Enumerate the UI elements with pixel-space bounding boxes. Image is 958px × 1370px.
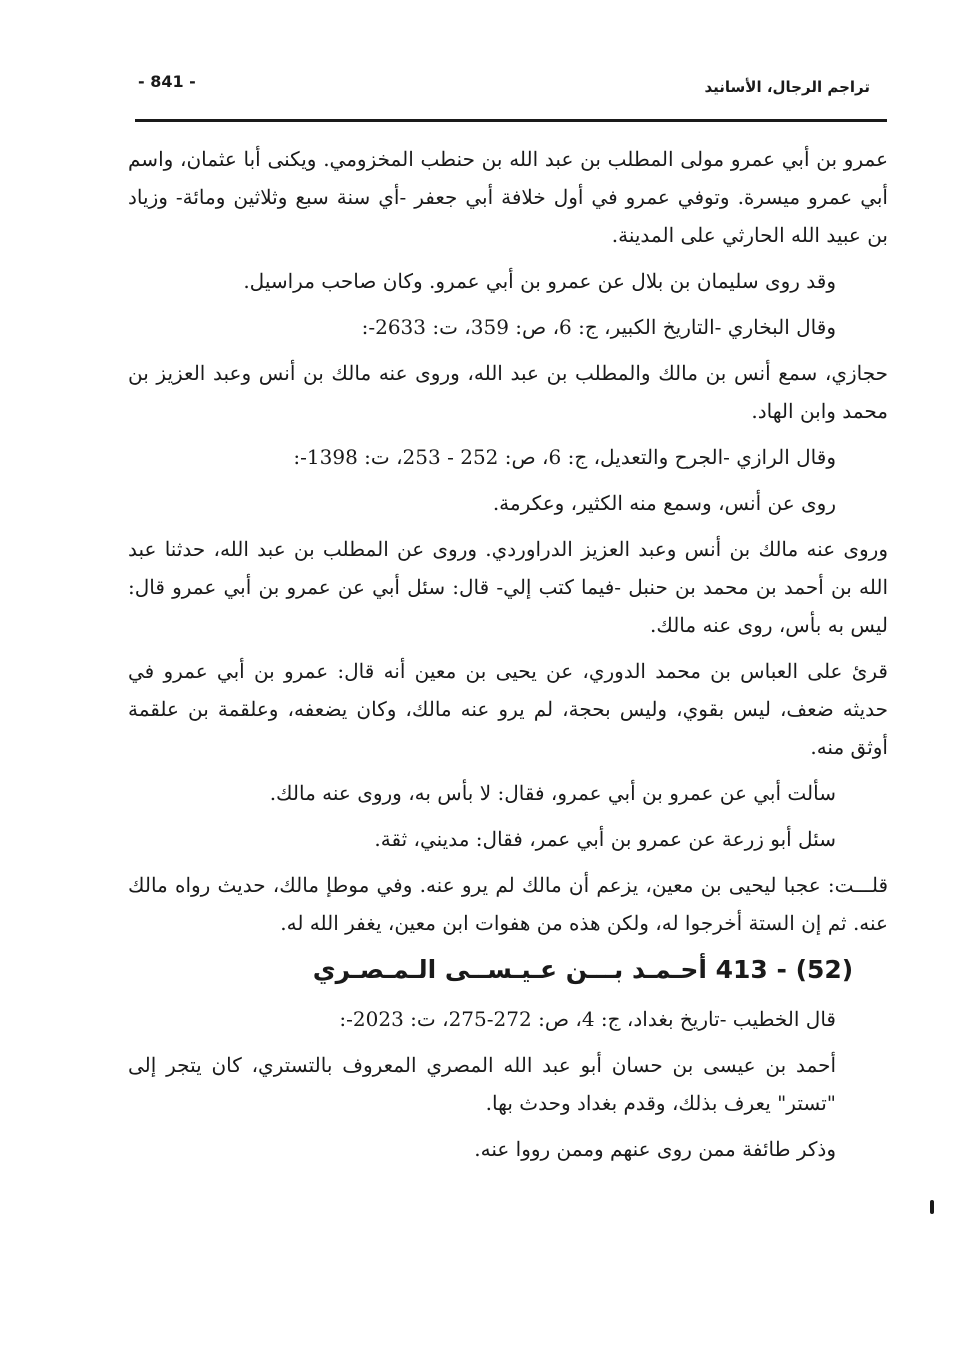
paragraph: وذكر طائفة ممن روى عنهم وممن رووا عنه. [474,1137,836,1161]
citation-line: قال الخطيب -تاريخ بغداد، ج: 4، ص: 272-275، ت: 2023-: [339,1007,836,1031]
paragraph: سألت أبي عن عمرو بن أبي عمرو، فقال: لا بأس به، وروى عنه مالك. [269,781,836,805]
citation-line: وقال الرازي -الجرح والتعديل، ج: 6، ص: 252 - 253، ت: 1398-: [293,445,836,469]
header-rule [135,119,887,122]
paragraph: عمرو بن أبي عمرو مولى المطلب بن عبد الله بن حنطب المخزومي. ويكنى أبا عثمان، واسم أبي عمرو ميسرة. وتوفي عمرو في أول خلافة أبي جعفر -أي سنة سبع وثلاثين ومائة- وزياد بن عبيد الله الحارثي على المدينة. [128,147,888,247]
paragraph: وقد روى سليمان بن بلال عن عمرو بن أبي عمرو. وكان صاحب مراسيل. [243,269,836,293]
citation-line: وقال البخاري -التاريخ الكبير، ج: 6، ص: 359، ت: 2633-: [361,315,836,339]
running-header-title: تراجم الرجال، الأسانيد [704,78,870,96]
entry-name: أحـمـد بـــن عـيـســى الـمـصـري [312,955,707,984]
commentary-paragraph: قلـــت: عجبا ليحيى بن معين، يزعم أن مالك لم يرو عنه. وفي موطإ مالك، حديث رواه مالك عنه. ثم إن الستة أخرجوا له، ولكن هذه من هفوات ابن معين، يغفر الله له. [128,873,888,935]
paragraph: حجازي، سمع أنس بن مالك والمطلب بن عبد الله، وروى عنه مالك بن أنس وعبد العزيز بن محمد وابن الهاد. [128,361,888,423]
page-number: - 841 - [138,72,196,91]
paragraph: سئل أبو زرعة عن عمرو بن أبي عمر، فقال: مديني، ثقة. [374,827,836,851]
paragraph: وروى عنه مالك بن أنس وعبد العزيز الدراوردي. وروى عن المطلب بن عبد الله، حدثنا عبد الله بن أحمد بن محمد بن حنبل -فيما كتب إلي- قال: سئل أبي عن عمرو بن أبي عمرو قال: ليس به بأس، روى عنه مالك. [128,537,888,637]
paragraph: أحمد بن عيسى بن حسان أبو عبد الله المصري المعروف بالتستري، كان يتجر إلى "تستر" يعرف بذلك، وقدم بغداد وحدث بها. [128,1053,836,1115]
page-body [128,140,888,1176]
scan-mark [930,1200,934,1214]
entry-number: 413 - (52) [715,955,854,984]
entry-heading [128,950,888,990]
paragraph: روى عن أنس، وسمع منه الكثير، وعكرمة. [492,491,836,515]
paragraph: قرئ على العباس بن محمد الدوري، عن يحيى بن معين أنه قال: عمرو بن أبي عمرو في حديثه ضعف، ليس بقوي، وليس بحجة، لم يرو عنه مالك، وكان يضعفه، وعلقمة بن علقمة أوثق منه. [128,659,888,759]
